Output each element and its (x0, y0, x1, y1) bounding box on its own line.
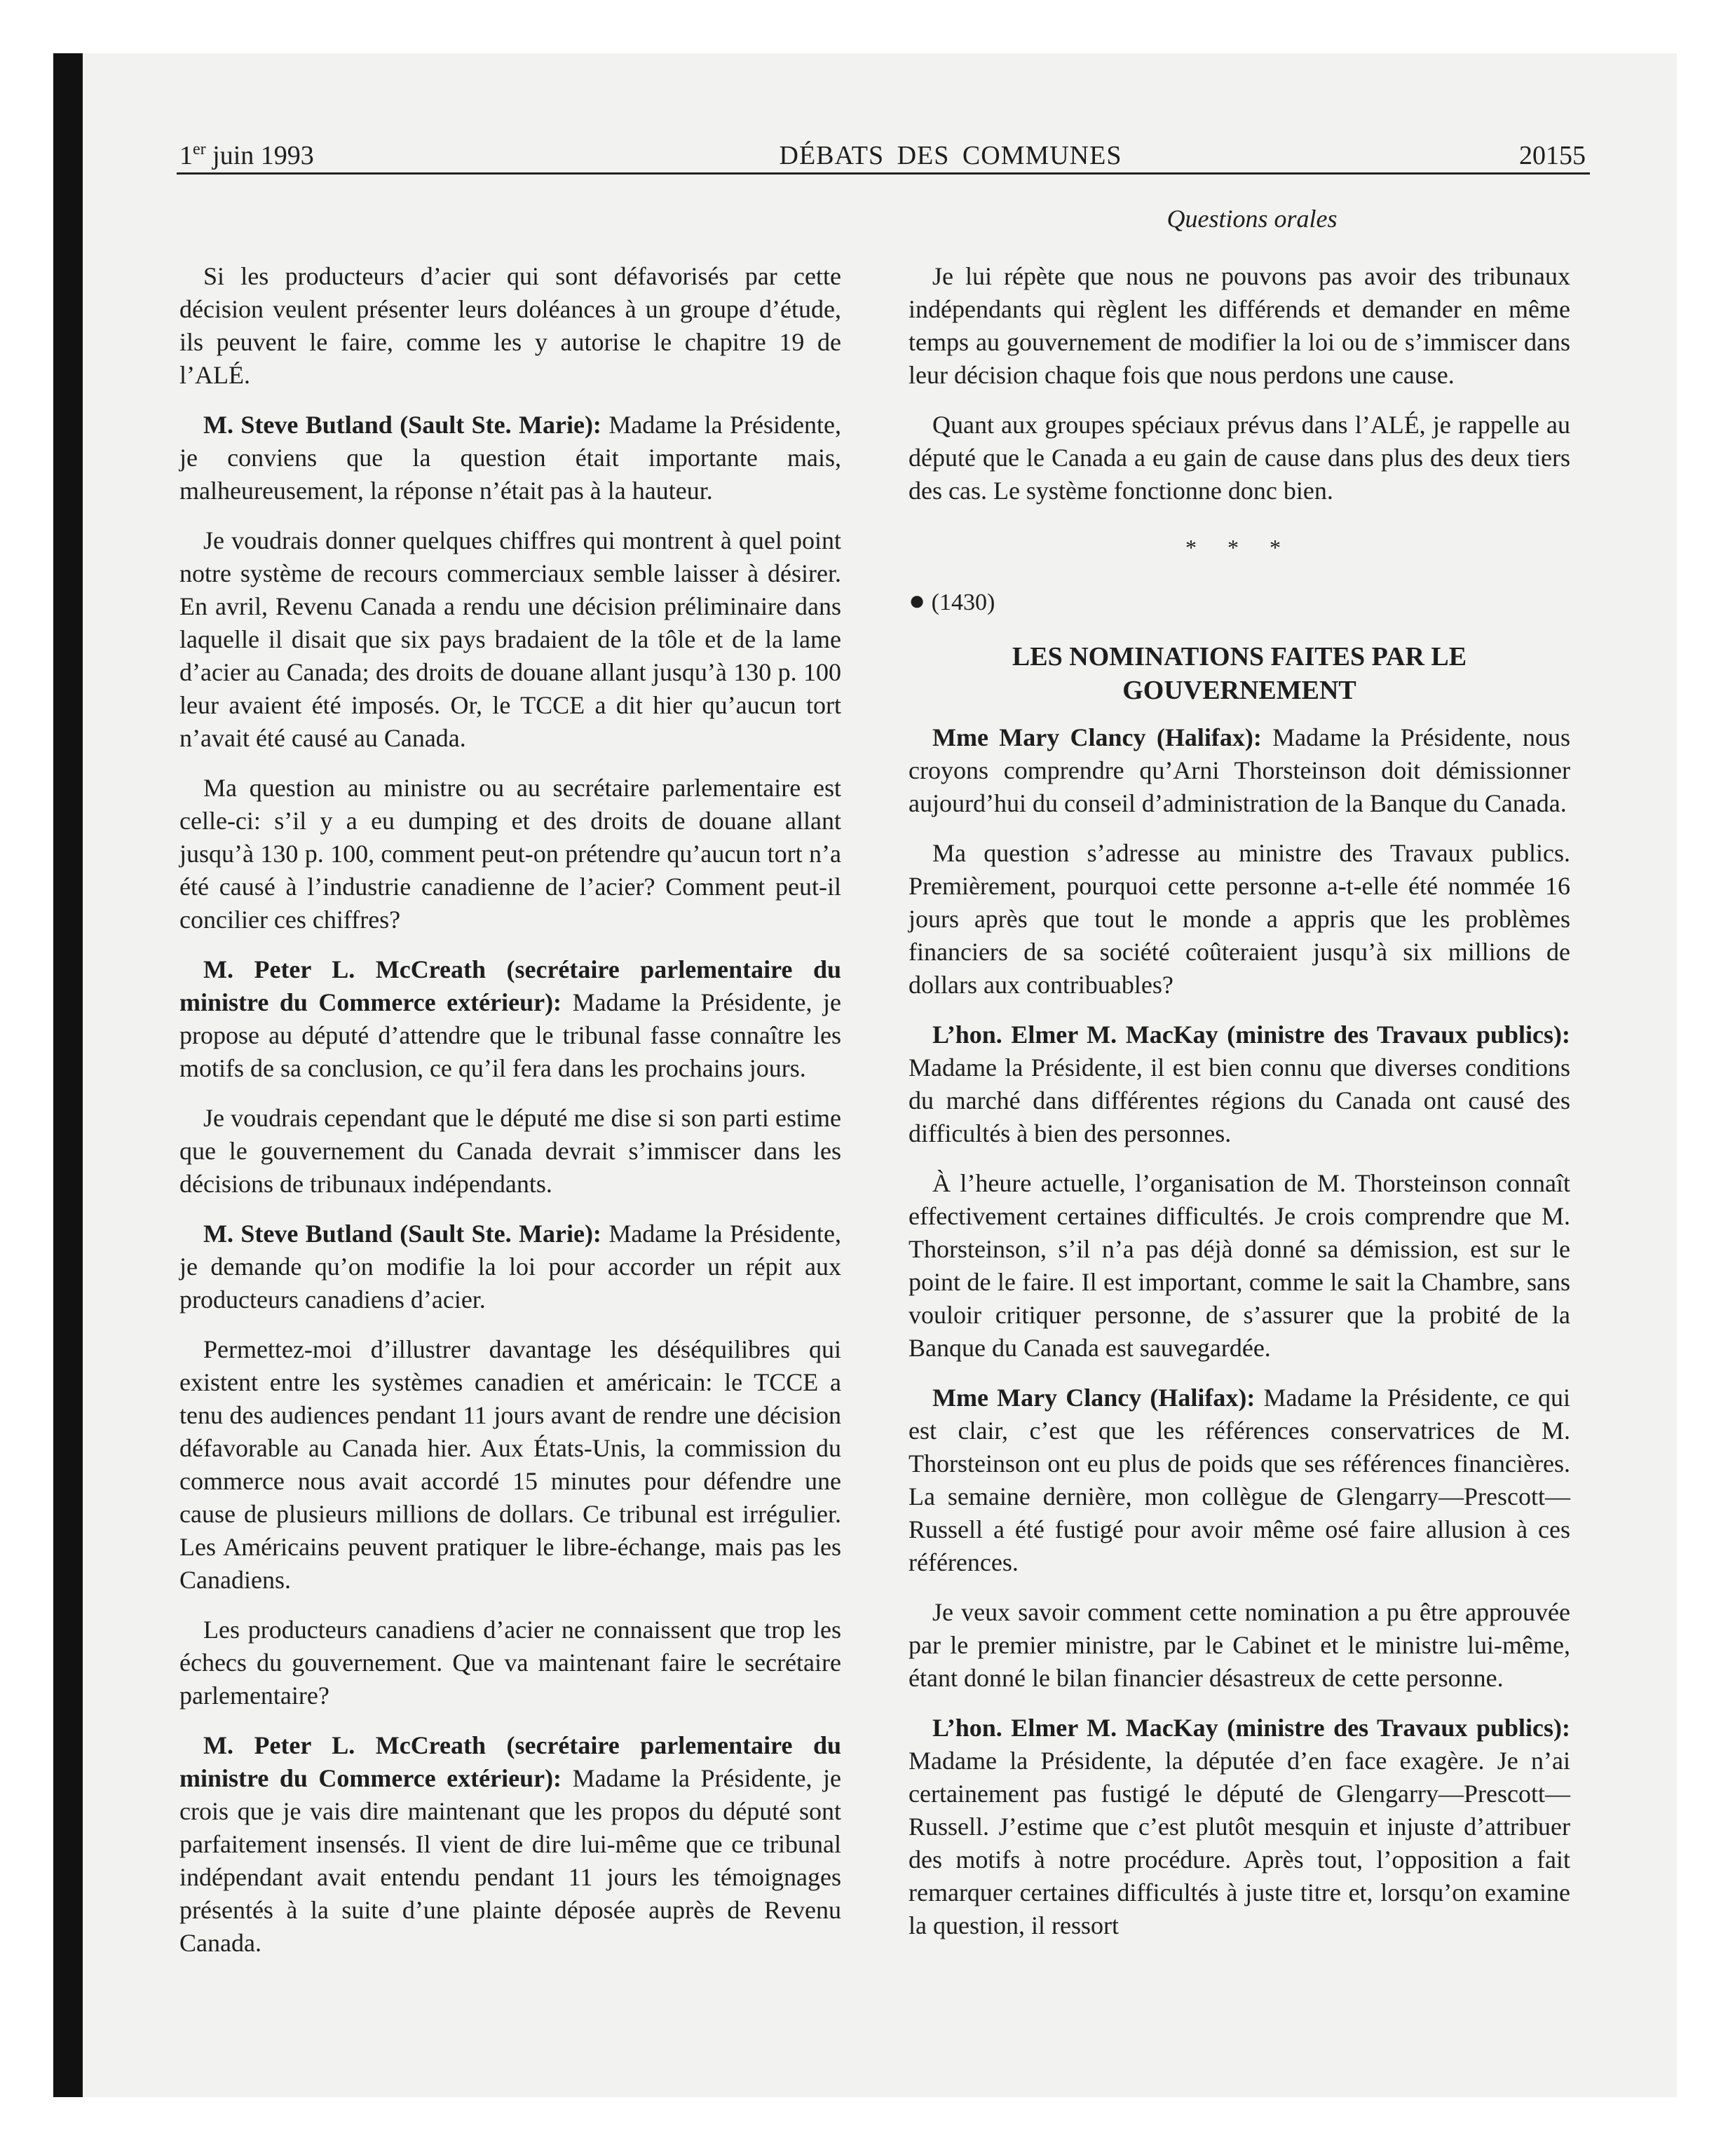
paragraph (179, 1217, 841, 1316)
speaker-name: Mme Mary Clancy (Halifax): (932, 1384, 1256, 1412)
paragraph-text: Madame la Présidente, nous croyons comprendre qu’Arni Thorsteinson doit démissionner aujourd’hui du conseil d’administration de la Banque du Canada. (909, 723, 1570, 817)
paragraph-text: Madame la Présidente, ce qui est clair, c’est que les références conservatrices de M. Thorsteinson ont eu plus de poids que ses références financières. La semaine dernière, mon collègue de Glengarry—Prescott—Russell a été fustigé pour avoir même osé faire allusion à ces références. (909, 1384, 1570, 1576)
paragraph-text: Je veux savoir comment cette nomination a pu être approuvée par le premier ministre, par le Cabinet et le ministre lui-même, étant donné le bilan financier désastreux de cette personne. (909, 1598, 1570, 1692)
paragraph (179, 524, 841, 755)
header-date-rest: juin 1993 (205, 141, 314, 170)
left-column (179, 260, 841, 1977)
paragraph-text: Madame la Présidente, je crois que je vais dire maintenant que les propos du député sont parfaitement insensés. Il vient de dire lui-même que ce tribunal indépendant avait entendu pendant 11 jours les témoignages présentés à la suite d’une plainte déposée auprès de Revenu Canada. (179, 1764, 841, 1957)
paragraph-text: Madame la Présidente, je propose au député d’attendre que le tribunal fasse connaître les motifs de sa conclusion, ce qu’il fera dans les prochains jours. (179, 988, 841, 1082)
speaker-name: Mme Mary Clancy (Halifax): (932, 723, 1262, 751)
speaker-name: M. Steve Butland (Sault Ste. Marie): (203, 411, 601, 439)
paragraph (909, 1712, 1570, 1942)
speaker-name: L’hon. Elmer M. MacKay (ministre des Travaux publics): (932, 1714, 1570, 1742)
paragraph (909, 1167, 1570, 1365)
paragraph (179, 1333, 841, 1597)
paragraph (179, 1613, 841, 1712)
speaker-name: L’hon. Elmer M. MacKay (ministre des Travaux publics): (932, 1021, 1570, 1049)
paragraph (179, 772, 841, 936)
section-label: Questions orales (1166, 205, 1338, 233)
paragraph (179, 953, 841, 1085)
right-column (909, 260, 1570, 1959)
speaker-name: M. Peter L. McCreath (secrétaire parlementaire du ministre du Commerce extérieur): (179, 955, 841, 1016)
paragraph-text: Permettez-moi d’illustrer davantage les déséquilibres qui existent entre les systèmes canadien et américain: le TCCE a tenu des audiences pendant 11 jours avant de rendre une décision défavorable au Canada hier. Aux États-Unis, la commission du commerce nous avait accordé 15 minutes pour défendre une cause de plusieurs millions de dollars. Ce tribunal est irrégulier. Les Américains peuvent pratiquer le libre-échange, mais pas les Canadiens. (179, 1335, 841, 1594)
section-heading: LES NOMINATIONS FAITES PAR LE GOUVERNEMENT (1012, 642, 1467, 705)
scan-edge (53, 53, 83, 2097)
paragraph-text: Madame la Présidente, je demande qu’on modifie la loi pour accorder un répit aux producteurs canadiens d’acier. (179, 1220, 841, 1314)
paragraph-text: Je voudrais cependant que le député me dise si son parti estime que le gouvernement du Canada devrait s’immiscer dans les décisions de tribunaux indépendants. (179, 1104, 841, 1198)
paragraph (909, 837, 1570, 1002)
paragraph (179, 409, 841, 507)
paragraph (909, 260, 1570, 392)
paragraph-text: À l’heure actuelle, l’organisation de M. Thorsteinson connaît effectivement certaines difficultés. Je crois comprendre que M. Thorsteinson, s’il n’a pas déjà donné sa démission, est sur le point de le faire. Il est important, comme le sait la Chambre, sans vouloir critiquer personne, de s’assurer que la probité de la Banque du Canada est sauvegardée. (909, 1169, 1570, 1362)
paragraph-text: Je voudrais donner quelques chiffres qui montrent à quel point notre système de recours commerciaux semble laisser à désirer. En avril, Revenu Canada a rendu une décision préliminaire dans laquelle il disait que six pays bradaient de la tôle et de la lame d’acier au Canada; des droits de douane allant jusqu’à 130 p. 100 leur avaient été imposés. Or, le TCCE a dit hier qu’aucun tort n’avait été causé au Canada. (179, 526, 841, 752)
paragraph-text: Madame la Présidente, la députée d’en face exagère. Je n’ai certainement pas fustigé le député de Glengarry—Prescott—Russell. J’estime que c’est plutôt mesquin et injuste d’attribuer des motifs à notre procédure. Après tout, l’opposition a fait remarquer certaines difficultés à juste titre et, lorsqu’on examine la question, il ressort (909, 1747, 1570, 1939)
paragraph (909, 409, 1570, 507)
paragraph (179, 1729, 841, 1960)
scanned-page (53, 53, 1677, 2097)
header-date (179, 136, 314, 175)
paragraph-text: Les producteurs canadiens d’acier ne connaissent que trop les échecs du gouvernement. Que va maintenant faire le secrétaire parlementaire? (179, 1616, 841, 1710)
paragraph (179, 1102, 841, 1201)
paragraph-text: Ma question s’adresse au ministre des Travaux publics. Premièrement, pourquoi cette personne a-t-elle été nommée 16 jours après que tout le monde a appris que les problèmes financiers de sa société coûteraient jusqu’à six millions de dollars aux contribuables? (909, 839, 1570, 999)
speaker-name: M. Peter L. McCreath (secrétaire parlementaire du ministre du Commerce extérieur): (179, 1731, 841, 1792)
paragraph (179, 260, 841, 392)
header-date-day: 1 (179, 141, 193, 170)
section-separator: * * * (1185, 535, 1293, 560)
header-page-number: 20155 (1519, 141, 1586, 170)
right-column-intro (909, 260, 1570, 507)
paragraph (909, 721, 1570, 820)
paragraph (909, 1381, 1570, 1579)
paragraph (909, 1596, 1570, 1695)
timestamp-text: (1430) (931, 589, 995, 615)
paragraph (909, 1018, 1570, 1150)
timestamp (909, 584, 1570, 619)
header-title: DÉBATS DES COMMUNES (779, 141, 1122, 170)
paragraph-text: Si les producteurs d’acier qui sont défavorisés par cette décision veulent présenter leurs doléances à un groupe d’étude, ils peuvent le faire, comme les y autorise le chapitre 19 de l’ALÉ. (179, 262, 841, 389)
paragraph-text: Quant aux groupes spéciaux prévus dans l’ALÉ, je rappelle au député que le Canada a eu gain de cause dans plus des deux tiers des cas. Le système fonctionne donc bien. (909, 411, 1570, 505)
paragraph-text: Madame la Présidente, je conviens que la question était importante mais, malheureusement, la réponse n’était pas à la hauteur. (179, 411, 841, 505)
paragraph-text: Je lui répète que nous ne pouvons pas avoir des tribunaux indépendants qui règlent les différends et demander en même temps au gouvernement de modifier la loi ou de s’immiscer dans leur décision chaque fois que nous perdons une cause. (909, 262, 1570, 389)
speaker-name: M. Steve Butland (Sault Ste. Marie): (203, 1220, 601, 1248)
header-date-superscript: er (193, 140, 206, 158)
paragraph-text: Madame la Présidente, il est bien connu que diverses conditions du marché dans différentes régions du Canada ont causé des difficultés à bien des personnes. (909, 1053, 1570, 1147)
right-column-debate (909, 721, 1570, 1942)
bullet-icon: ● (909, 585, 926, 616)
header-rule (177, 172, 1590, 175)
paragraph-text: Ma question au ministre ou au secrétaire parlementaire est celle-ci: s’il y a eu dumping et des droits de douane allant jusqu’à 130 p. 100, comment peut-on prétendre qu’aucun tort n’a été causé à l’industrie canadienne de l’acier? Comment peut-il concilier ces chiffres? (179, 774, 841, 934)
